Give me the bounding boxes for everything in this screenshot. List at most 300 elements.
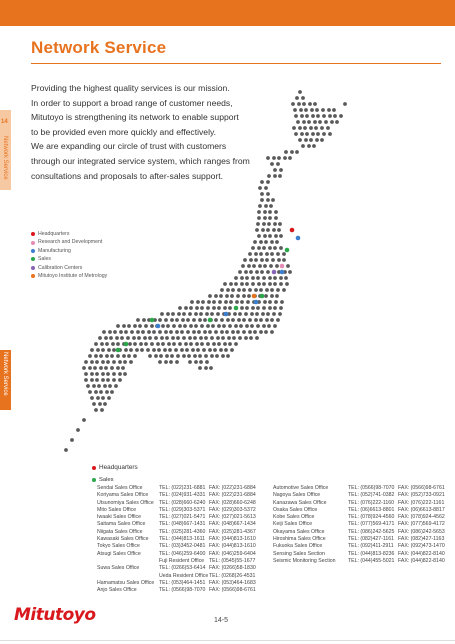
map-dot — [320, 126, 324, 130]
map-dot — [185, 348, 189, 352]
map-dot — [208, 348, 212, 352]
map-dot — [197, 330, 201, 334]
map-dot — [144, 324, 148, 328]
map-dot — [139, 342, 143, 346]
map-dot — [237, 288, 241, 292]
map-dot — [252, 264, 256, 268]
map-dot — [263, 210, 267, 214]
office-fax: FAX: (025)281-4367 — [209, 528, 256, 535]
map-dot — [282, 288, 286, 292]
map-dot — [260, 258, 264, 262]
map-dot — [245, 324, 249, 328]
map-dot — [190, 300, 194, 304]
map-dot — [184, 342, 188, 346]
map-location-dot — [254, 300, 259, 305]
map-dot — [220, 318, 224, 322]
map-dot — [278, 222, 282, 226]
map-dot — [313, 102, 317, 106]
map-dot — [93, 366, 97, 370]
map-dot — [108, 330, 112, 334]
map-dot — [274, 300, 278, 304]
map-dot — [161, 324, 165, 328]
office-name: Fukuoka Sales Office — [273, 543, 323, 550]
legend-item — [31, 230, 107, 238]
office-row — [97, 558, 259, 565]
map-dot — [244, 270, 248, 274]
map-dot — [257, 234, 261, 238]
legend-label: Mitutoyo Institute of Metrology — [38, 273, 108, 280]
map-dot — [160, 312, 164, 316]
office-fax: FAX: (029)303-5372 — [209, 506, 256, 513]
map-dot — [169, 360, 173, 364]
map-dot — [223, 342, 227, 346]
office-tel: TEL: (052)741-0382 — [348, 492, 395, 499]
map-dot — [246, 300, 250, 304]
map-dot — [158, 330, 162, 334]
map-dot — [240, 276, 244, 280]
map-dot — [88, 366, 92, 370]
map-dot — [245, 282, 249, 286]
office-tel: TEL: (086)242-5625 — [348, 528, 395, 535]
office-tel: TEL: (046)259-6400 — [159, 550, 206, 557]
map-dot — [200, 342, 204, 346]
map-dot — [277, 228, 281, 232]
map-dot — [254, 288, 258, 292]
headquarters-label: Headquarters — [99, 464, 138, 471]
map-dot — [217, 342, 221, 346]
map-dot — [309, 126, 313, 130]
map-dot — [234, 324, 238, 328]
map-dot — [116, 324, 120, 328]
map-dot — [318, 120, 322, 124]
map-dot — [211, 324, 215, 328]
map-dot — [273, 222, 277, 226]
map-dot — [305, 114, 309, 118]
map-dot — [115, 336, 119, 340]
map-dot — [266, 228, 270, 232]
map-dot — [90, 396, 94, 400]
map-dot — [214, 318, 218, 322]
map-dot — [231, 288, 235, 292]
map-dot — [157, 348, 161, 352]
map-dot — [274, 210, 278, 214]
map-dot — [244, 312, 248, 316]
map-dot — [240, 282, 244, 286]
office-row — [273, 492, 448, 499]
map-dot — [136, 318, 140, 322]
map-dot — [101, 378, 105, 382]
map-dot — [148, 336, 152, 340]
map-dot — [258, 204, 262, 208]
map-dot — [203, 330, 207, 334]
map-dot — [259, 252, 263, 256]
map-dot — [94, 354, 98, 358]
map-dot — [195, 342, 199, 346]
map-dot — [247, 294, 251, 298]
map-dot — [113, 330, 117, 334]
map-dot — [251, 306, 255, 310]
map-dot — [198, 354, 202, 358]
map-dot — [98, 402, 102, 406]
map-dot — [199, 360, 203, 364]
intro-line: In order to support a broad range of customer needs, — [31, 97, 233, 108]
office-fax: FAX: (052)733-0921 — [398, 492, 445, 499]
map-dot — [247, 264, 251, 268]
map-dot — [297, 102, 301, 106]
map-dot — [251, 282, 255, 286]
map-dot — [136, 330, 140, 334]
map-dot — [272, 228, 276, 232]
map-dot — [172, 342, 176, 346]
office-name: Mito Sales Office — [97, 506, 137, 513]
map-dot — [279, 246, 283, 250]
office-row — [97, 565, 259, 572]
map-dot — [219, 348, 223, 352]
office-fax: FAX: (092)473-1470 — [398, 543, 445, 550]
office-name — [97, 558, 159, 565]
map-dot — [262, 282, 266, 286]
map-dot — [267, 174, 271, 178]
map-dot — [250, 312, 254, 316]
map-dot — [226, 288, 230, 292]
map-dot — [171, 312, 175, 316]
map-dot — [182, 312, 186, 316]
map-dot — [275, 240, 279, 244]
map-dot — [265, 288, 269, 292]
map-dot — [138, 324, 142, 328]
map-dot — [279, 306, 283, 310]
map-dot — [94, 342, 98, 346]
map-location-dot — [156, 324, 161, 329]
legend-label: Sales — [38, 256, 51, 263]
office-name: Sensing Sales Section — [273, 550, 325, 557]
office-name: Saitama Sales Office — [97, 521, 146, 528]
map-dot — [284, 276, 288, 280]
map-dot — [105, 354, 109, 358]
legend-item — [31, 238, 107, 246]
map-dot — [309, 138, 313, 142]
map-dot — [116, 354, 120, 358]
office-name: Seismic Monitoring Section — [273, 557, 336, 564]
map-dot — [320, 138, 324, 142]
map-dot — [230, 294, 234, 298]
office-name: Osaka Sales Office — [273, 506, 318, 513]
map-dot — [240, 300, 244, 304]
map-dot — [181, 318, 185, 322]
map-dot — [316, 132, 320, 136]
map-dot — [154, 354, 158, 358]
office-name: Suwa Sales Office — [97, 565, 140, 572]
map-dot — [324, 120, 328, 124]
map-dot — [271, 258, 275, 262]
map-dot — [265, 252, 269, 256]
map-dot — [188, 360, 192, 364]
map-dot — [254, 252, 258, 256]
map-location-dot — [260, 294, 265, 299]
map-dot — [176, 354, 180, 358]
map-dot — [86, 384, 90, 388]
map-dot — [304, 138, 308, 142]
office-name: Utsunomiya Sales Office — [97, 499, 154, 506]
map-dot — [264, 204, 268, 208]
map-dot — [104, 366, 108, 370]
map-dot — [112, 372, 116, 376]
map-dot — [133, 354, 137, 358]
map-dot — [301, 96, 305, 100]
map-dot — [230, 348, 234, 352]
map-dot — [119, 330, 123, 334]
office-tel: TEL: (048)667-1431 — [159, 521, 206, 528]
map-dot — [330, 120, 334, 124]
office-row — [97, 543, 259, 550]
map-dot — [191, 348, 195, 352]
map-dot — [103, 384, 107, 388]
map-dot — [154, 336, 158, 340]
map-dot — [150, 324, 154, 328]
map-dot — [224, 348, 228, 352]
map-dot — [315, 108, 319, 112]
map-dot — [234, 276, 238, 280]
office-fax: FAX: (0566)98-6761 — [398, 485, 445, 491]
office-row — [97, 551, 259, 558]
page-number: 14-5 — [214, 617, 229, 624]
map-dot — [315, 138, 319, 142]
map-dot — [160, 336, 164, 340]
map-dot — [241, 264, 245, 268]
map-dot — [107, 348, 111, 352]
map-dot — [192, 330, 196, 334]
map-dot — [263, 264, 267, 268]
map-dot — [101, 348, 105, 352]
map-dot — [122, 324, 126, 328]
map-dot — [270, 294, 274, 298]
intro-line: through our integrated service system, which ranges from — [31, 155, 250, 166]
map-dot — [143, 336, 147, 340]
map-dot — [275, 294, 279, 298]
map-dot — [259, 240, 263, 244]
map-dot — [274, 216, 278, 220]
legend-label: Headquarters — [38, 231, 70, 237]
map-dot — [249, 270, 253, 274]
map-dot — [298, 138, 302, 142]
map-dot — [208, 294, 212, 298]
map-dot — [170, 354, 174, 358]
map-dot — [225, 330, 229, 334]
map-dot — [258, 186, 262, 190]
map-dot — [99, 390, 103, 394]
legend-item — [31, 264, 107, 272]
map-dot — [302, 120, 306, 124]
map-dot — [244, 336, 248, 340]
map-dot — [266, 198, 270, 202]
map-dot — [82, 418, 86, 422]
office-name: Kawasaki Sales Office — [97, 536, 149, 543]
map-dot — [148, 354, 152, 358]
sales-marker — [92, 478, 96, 482]
map-dot — [64, 448, 68, 452]
map-dot — [107, 396, 111, 400]
map-dot — [82, 366, 86, 370]
map-dot — [84, 378, 88, 382]
map-dot — [124, 330, 128, 334]
map-dot — [257, 210, 261, 214]
map-dot — [267, 324, 271, 328]
map-dot — [291, 102, 295, 106]
map-dot — [271, 198, 275, 202]
map-dot — [129, 348, 133, 352]
map-location-dot — [272, 270, 277, 275]
map-dot — [268, 234, 272, 238]
map-dot — [210, 312, 214, 316]
map-dot — [251, 246, 255, 250]
map-dot — [95, 378, 99, 382]
map-dot — [259, 288, 263, 292]
map-dot — [256, 306, 260, 310]
map-dot — [245, 306, 249, 310]
map-dot — [286, 264, 290, 268]
map-dot — [266, 270, 270, 274]
office-name: Anjo Sales Office — [97, 587, 137, 594]
map-dot — [189, 306, 193, 310]
map-dot — [161, 342, 165, 346]
map-dot — [238, 336, 242, 340]
office-tel: TEL: (025)281-4360 — [159, 528, 206, 535]
map-dot — [305, 132, 309, 136]
map-dot — [262, 222, 266, 226]
map-dot — [226, 318, 230, 322]
map-dot — [217, 324, 221, 328]
map-dot — [266, 312, 270, 316]
map-dot — [264, 294, 268, 298]
map-dot — [255, 312, 259, 316]
map-dot — [270, 162, 274, 166]
map-dot — [314, 126, 318, 130]
map-dot — [208, 330, 212, 334]
sales-label: Sales — [99, 477, 114, 483]
map-dot — [204, 354, 208, 358]
office-fax: FAX: (044)822-8140 — [398, 550, 445, 557]
map-dot — [164, 360, 168, 364]
office-tel: TEL: (044)813-1611 — [159, 536, 206, 543]
map-dot — [100, 408, 104, 412]
map-dot — [307, 120, 311, 124]
map-dot — [298, 126, 302, 130]
legend-swatch — [31, 241, 35, 245]
map-dot — [228, 342, 232, 346]
map-dot — [144, 342, 148, 346]
map-dot — [270, 240, 274, 244]
map-dot — [90, 378, 94, 382]
map-dot — [150, 342, 154, 346]
map-dot — [118, 372, 122, 376]
map-dot — [124, 348, 128, 352]
map-dot — [245, 276, 249, 280]
office-name: Tokyo Sales Office — [97, 543, 140, 550]
office-tel: TEL: (029)303-5371 — [159, 506, 206, 513]
map-dot — [293, 108, 297, 112]
map-dot — [159, 354, 163, 358]
page-title: Network Service — [31, 38, 167, 57]
map-dot — [128, 342, 132, 346]
map-dot — [242, 318, 246, 322]
map-dot — [221, 354, 225, 358]
side-section-label: Network Service — [2, 136, 8, 180]
map-dot — [242, 294, 246, 298]
map-dot — [273, 246, 277, 250]
map-dot — [175, 330, 179, 334]
intro-line: to be provided even more quickly and effectively. — [31, 126, 217, 137]
map-location-dot — [296, 236, 301, 241]
map-dot — [180, 330, 184, 334]
office-row — [97, 536, 259, 543]
office-name: Atsugi Sales Office — [97, 550, 141, 557]
map-dot — [302, 102, 306, 106]
office-fax: TEL: (0545)55-1677 — [209, 557, 256, 564]
map-dot — [202, 348, 206, 352]
office-row — [97, 529, 259, 536]
intro-line: We are expanding our circle of trust with customers — [31, 141, 227, 152]
map-dot — [165, 354, 169, 358]
map-dot — [292, 126, 296, 130]
map-dot — [251, 276, 255, 280]
map-dot — [104, 336, 108, 340]
map-dot — [114, 384, 118, 388]
map-dot — [279, 234, 283, 238]
map-dot — [189, 324, 193, 328]
side-section-label-lower: Network Service — [2, 352, 8, 396]
map-dot — [167, 342, 171, 346]
map-dot — [279, 168, 283, 172]
office-row — [273, 529, 448, 536]
office-row — [273, 521, 448, 528]
map-dot — [264, 240, 268, 244]
map-dot — [300, 114, 304, 118]
map-dot — [227, 336, 231, 340]
sales-heading — [92, 477, 114, 483]
map-dot — [269, 204, 273, 208]
office-row — [273, 543, 448, 550]
map-dot — [100, 342, 104, 346]
map-dot — [279, 276, 283, 280]
map-dot — [203, 318, 207, 322]
office-tel: TEL: (078)924-4560 — [348, 514, 395, 521]
map-dot — [238, 270, 242, 274]
map-dot — [272, 156, 276, 160]
map-dot — [221, 336, 225, 340]
map-dot — [165, 336, 169, 340]
map-dot — [123, 372, 127, 376]
map-dot — [220, 288, 224, 292]
map-dot — [110, 390, 114, 394]
map-dot — [220, 330, 224, 334]
legend-item — [31, 247, 107, 255]
map-dot — [290, 150, 294, 154]
map-dot — [276, 252, 280, 256]
map-dot — [216, 312, 220, 316]
map-dot — [260, 198, 264, 202]
map-dot — [184, 306, 188, 310]
map-dot — [214, 330, 218, 334]
map-dot — [231, 330, 235, 334]
map-dot — [127, 354, 131, 358]
map-dot — [198, 366, 202, 370]
map-dot — [156, 342, 160, 346]
map-dot — [301, 144, 305, 148]
office-fax: FAX: (053)464-1683 — [209, 579, 256, 586]
map-dot — [186, 330, 190, 334]
map-dot — [123, 360, 127, 364]
map-dot — [248, 318, 252, 322]
